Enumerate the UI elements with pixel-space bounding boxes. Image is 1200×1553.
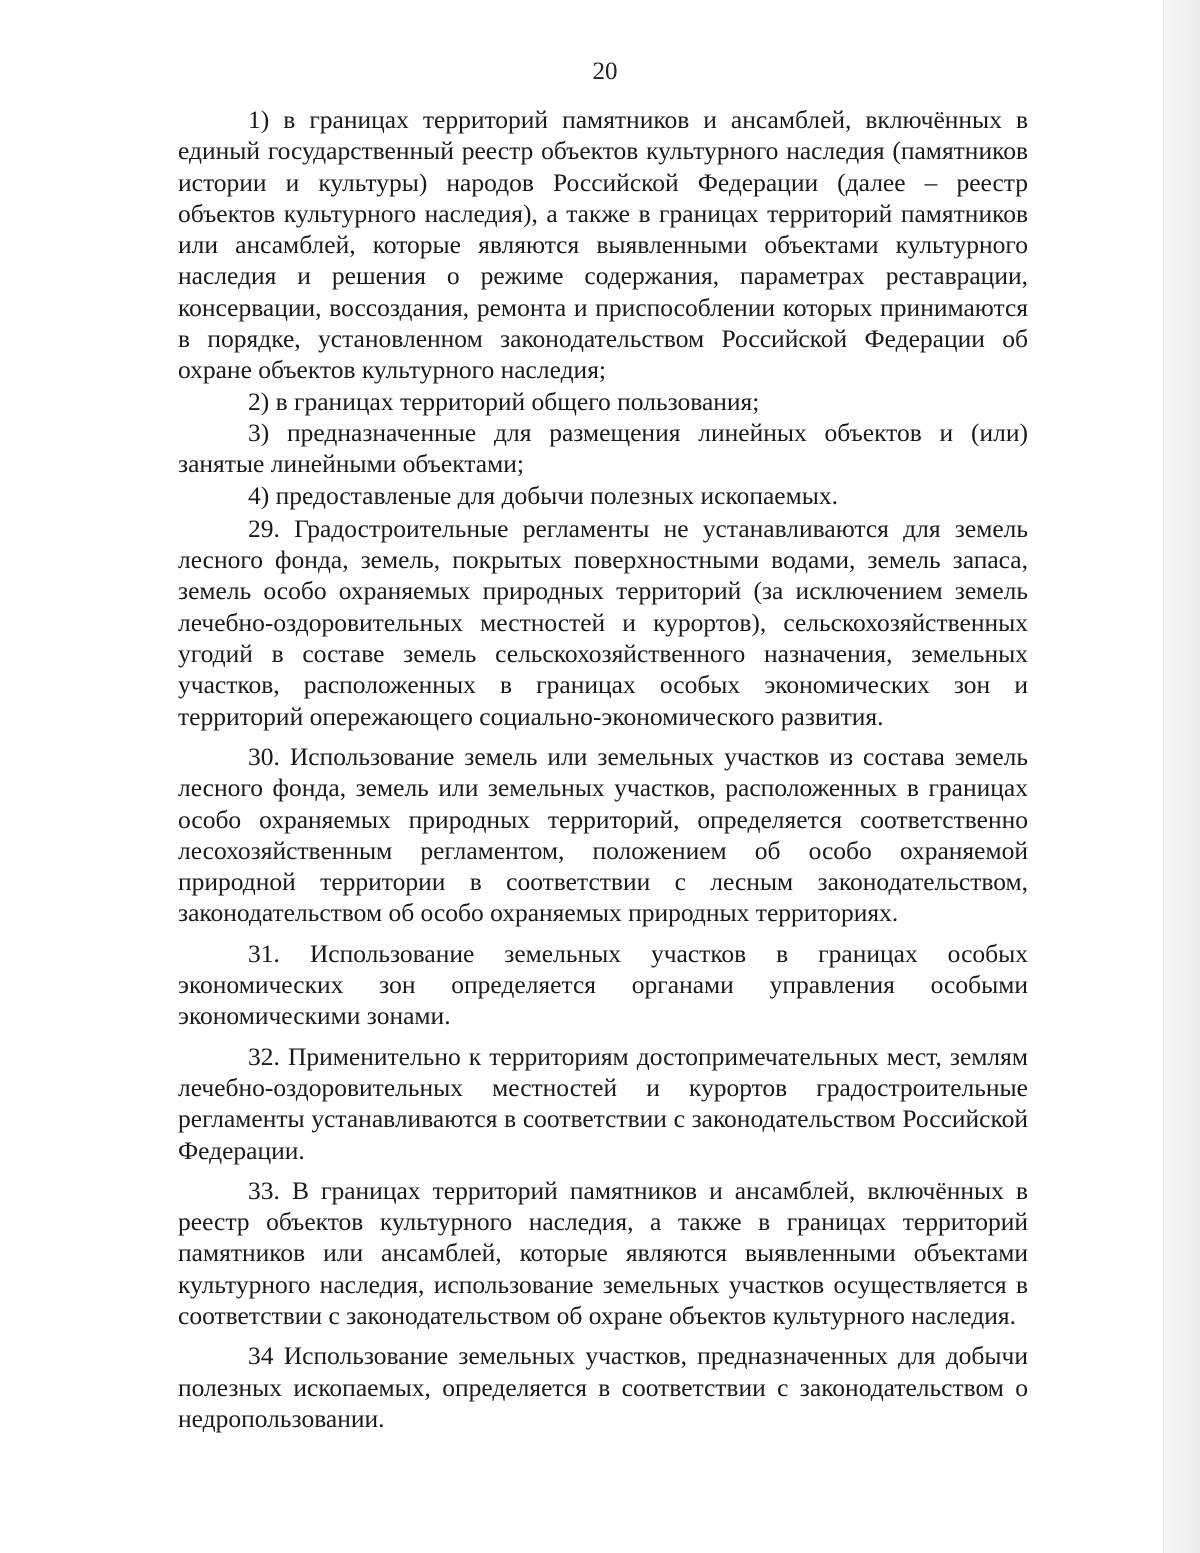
paragraph-item-3: 3) предназначенные для размещения линейных объектов и (или) занятые линейными объектами; [178,417,1028,479]
paragraph-30: 30. Использование земель или земельных участков из состава земель лесного фонда, земель или земельных участков, расположенных в границах особо охраняемых природных территорий, определяется соответственно лесохозяйственным регламентом, положением об особо охраняемой природной территории в соответствии с лесным законодательством, законодательством об особо охраняемых природных территориях. [178,741,1028,928]
scan-page-edge [1163,0,1200,1553]
paragraph-33: 33. В границах территорий памятников и ансамблей, включённых в реестр объектов культурного наследия, а также в границах территорий памятников или ансамблей, которые являются выявленными объектами культурного наследия, использование земельных участков осуществляется в соответствии с законодательством об охране объектов культурного наследия. [178,1175,1028,1330]
paragraph-item-4: 4) предоставленые для добычи полезных ископаемых. [248,480,839,510]
paragraph-29: 29. Градостроительные регламенты не устанавливаются для земель лесного фонда, земель, покрытых поверхностными водами, земель запаса, земель особо охраняемых природных территорий (за исключением земель лечебно-оздоровительных местностей и курортов), сельскохозяйственных угодий в составе земель сельскохозяйственного назначения, земельных участков, расположенных в границах особых экономических зон и территорий опережающего социально-экономического развития. [178,513,1028,731]
paragraph-31: 31. Использование земельных участков в границах особых экономических зон определяется органами управления особыми экономическими зонами. [178,938,1028,1031]
page-number: 20 [592,58,618,85]
paragraph-item-1: 1) в границах территорий памятников и ансамблей, включённых в единый государственный реестр объектов культурного наследия (памятников истории и культуры) народов Российской Федерации (далее – реестр объектов культурного наследия), а также в границах территорий памятников или ансамблей, которые являются выявленными объектами культурного наследия и решения о режиме содержания, параметрах реставрации, консервации, воссоздания, ремонта и приспособлении которых принимаются в порядке, установленном законодательством Российской Федерации об охране объектов культурного наследия; [178,105,1028,385]
document-body [178,104,1028,1434]
paragraph-32: 32. Применительно к территориям достопримечательных мест, землям лечебно-оздоровительных местностей и курортов градостроительные регламенты устанавливаются в соответствии с законодательством Российской Федерации. [178,1041,1028,1165]
paragraph-item-2: 2) в границах территорий общего пользования; [248,386,760,416]
paragraph-34: 34 Использование земельных участков, предназначенных для добычи полезных ископаемых, определяется в соответствии с законодательством о недропользовании. [178,1341,1028,1433]
